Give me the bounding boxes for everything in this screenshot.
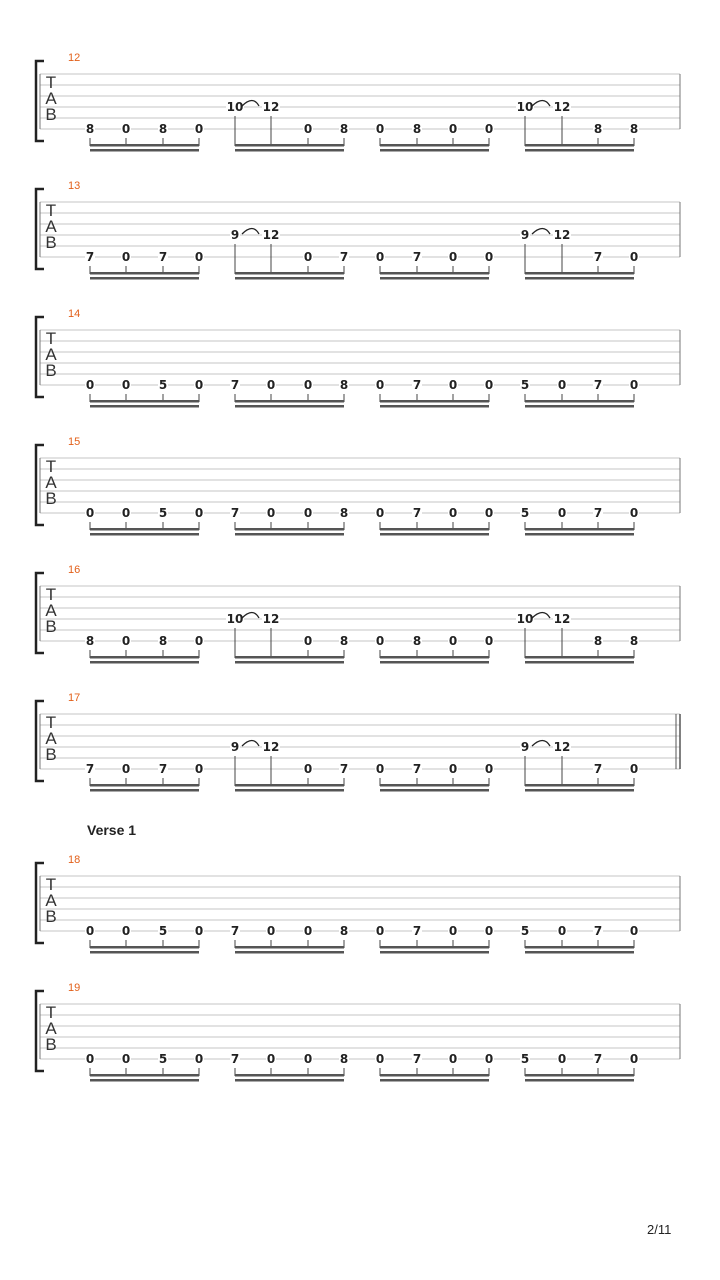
beam [380,405,489,408]
fret-number: 10 [516,612,534,626]
tab-clef-letter: B [45,617,57,636]
beam [525,784,634,787]
tab-clef-letter: A [45,601,57,620]
fret-number: 0 [375,122,385,136]
fret-number: 0 [121,250,131,264]
fret-number: 7 [339,250,349,264]
fret-number: 10 [226,100,244,114]
fret-number: 7 [593,250,603,264]
tab-clef-letter: B [45,233,57,252]
tab-clef-letter: B [45,907,57,926]
fret-number: 8 [339,506,349,520]
tab-clef-letter: A [45,345,57,364]
fret-number: 8 [339,378,349,392]
tab-clef-letter: A [45,89,57,108]
tie-slur-icon [532,229,550,235]
fret-number: 0 [194,924,204,938]
tab-system [0,854,720,966]
fret-number: 8 [593,122,603,136]
fret-number: 0 [375,634,385,648]
fret-number: 0 [484,924,494,938]
tab-clef-letter: A [45,1019,57,1038]
fret-number: 5 [520,506,530,520]
beam [525,1074,634,1077]
fret-number: 8 [412,122,422,136]
tab-staff [0,864,720,954]
fret-number: 0 [484,250,494,264]
beam [380,789,489,792]
fret-number: 0 [557,924,567,938]
beam [525,656,634,659]
fret-number: 0 [194,506,204,520]
fret-number: 7 [593,1052,603,1066]
measure-number: 13 [68,180,81,192]
fret-number: 12 [262,100,280,114]
beam [380,272,489,275]
fret-number: 0 [629,250,639,264]
beam [90,661,199,664]
beam [235,277,344,280]
beam [525,528,634,531]
tab-clef-letter: A [45,891,57,910]
fret-number: 0 [484,762,494,776]
fret-number: 0 [557,378,567,392]
fret-number: 7 [85,250,95,264]
tab-staff [0,190,720,280]
fret-number: 0 [303,506,313,520]
beam [235,144,344,147]
fret-number: 9 [520,740,530,754]
beam [235,405,344,408]
tab-clef-letter: B [45,361,57,380]
fret-number: 8 [339,1052,349,1066]
fret-number: 0 [121,122,131,136]
beam [235,789,344,792]
fret-number: 0 [629,1052,639,1066]
beam [235,272,344,275]
tab-clef-letter: T [45,457,57,476]
beam [380,144,489,147]
fret-number: 0 [266,378,276,392]
tab-staff [0,62,720,152]
tie-slur-icon [242,613,259,619]
fret-number: 7 [158,762,168,776]
beam [235,656,344,659]
beam [235,784,344,787]
fret-number: 0 [303,378,313,392]
fret-number: 0 [121,924,131,938]
fret-number: 0 [375,378,385,392]
beam [525,1079,634,1082]
fret-number: 12 [553,100,571,114]
fret-number: 0 [194,122,204,136]
beam [235,661,344,664]
beam [90,656,199,659]
fret-number: 0 [194,1052,204,1066]
page-number: 2/11 [647,1222,672,1237]
beam [525,400,634,403]
fret-number: 12 [262,740,280,754]
fret-number: 0 [448,1052,458,1066]
beam [525,272,634,275]
tab-staff [0,446,720,536]
fret-number: 0 [629,762,639,776]
section-label: Verse 1 [87,822,137,838]
fret-number: 0 [266,506,276,520]
tab-system [0,308,720,420]
fret-number: 8 [593,634,603,648]
beam [380,784,489,787]
fret-number: 10 [516,100,534,114]
fret-number: 0 [194,634,204,648]
fret-number: 0 [375,762,385,776]
fret-number: 5 [158,924,168,938]
fret-number: 7 [412,762,422,776]
fret-number: 0 [448,378,458,392]
tab-clef-letter: B [45,489,57,508]
tab-system [0,180,720,292]
fret-number: 0 [629,924,639,938]
tab-clef-letter: T [45,713,57,732]
tab-clef-letter: B [45,745,57,764]
fret-number: 5 [158,1052,168,1066]
beam [525,144,634,147]
beam [525,149,634,152]
fret-number: 0 [266,1052,276,1066]
fret-number: 0 [448,506,458,520]
fret-number: 5 [520,924,530,938]
tie-slur-icon [242,101,259,107]
fret-number: 8 [158,122,168,136]
beam [90,144,199,147]
measure-number: 19 [68,982,81,994]
beam [380,277,489,280]
fret-number: 0 [121,762,131,776]
fret-number: 0 [303,1052,313,1066]
fret-number: 7 [412,924,422,938]
fret-number: 0 [448,122,458,136]
fret-number: 7 [158,250,168,264]
fret-number: 7 [593,762,603,776]
fret-number: 7 [412,506,422,520]
measure-number: 16 [68,564,81,576]
fret-number: 0 [375,924,385,938]
beam [90,533,199,536]
fret-number: 8 [85,122,95,136]
beam [90,149,199,152]
fret-number: 0 [375,506,385,520]
fret-number: 0 [121,506,131,520]
tie-slur-icon [242,741,259,747]
fret-number: 0 [303,924,313,938]
fret-number: 0 [303,122,313,136]
fret-number: 0 [448,762,458,776]
tab-system [0,692,720,804]
fret-number: 0 [85,1052,95,1066]
beam [90,1074,199,1077]
beam [90,272,199,275]
fret-number: 12 [262,228,280,242]
fret-number: 7 [230,924,240,938]
beam [235,951,344,954]
fret-number: 8 [339,122,349,136]
tab-system [0,52,720,164]
tab-staff [0,992,720,1082]
fret-number: 7 [593,378,603,392]
beam [90,400,199,403]
tab-system [0,982,720,1094]
fret-number: 12 [262,612,280,626]
beam [525,533,634,536]
fret-number: 0 [194,250,204,264]
fret-number: 0 [629,378,639,392]
beam [380,1074,489,1077]
fret-number: 7 [230,506,240,520]
beam [90,946,199,949]
tab-system [0,564,720,676]
fret-number: 0 [194,378,204,392]
beam [525,661,634,664]
tab-clef-letter: T [45,329,57,348]
beam [235,1079,344,1082]
beam [235,1074,344,1077]
measure-number: 12 [68,52,81,64]
beam [90,784,199,787]
beam [90,951,199,954]
beam [235,149,344,152]
fret-number: 7 [593,924,603,938]
fret-number: 0 [484,634,494,648]
fret-number: 0 [303,762,313,776]
fret-number: 0 [557,506,567,520]
tab-clef-letter: A [45,217,57,236]
fret-number: 5 [520,1052,530,1066]
beam [525,405,634,408]
tab-staff [0,702,720,792]
fret-number: 12 [553,740,571,754]
beam [235,946,344,949]
tie-slur-icon [242,229,259,235]
beam [380,656,489,659]
tab-clef-letter: T [45,73,57,92]
beam [90,405,199,408]
fret-number: 0 [194,762,204,776]
tab-clef-letter: T [45,875,57,894]
fret-number: 0 [266,924,276,938]
tie-slur-icon [532,741,550,747]
tab-clef-letter: A [45,729,57,748]
fret-number: 9 [520,228,530,242]
tab-clef-letter: B [45,105,57,124]
tab-clef-letter: B [45,1035,57,1054]
fret-number: 5 [158,506,168,520]
fret-number: 7 [230,378,240,392]
fret-number: 5 [158,378,168,392]
beam [90,789,199,792]
fret-number: 8 [412,634,422,648]
fret-number: 0 [375,1052,385,1066]
tab-clef-letter: A [45,473,57,492]
fret-number: 8 [629,122,639,136]
tab-clef-letter: T [45,585,57,604]
fret-number: 0 [375,250,385,264]
tab-staff [0,318,720,408]
fret-number: 0 [121,378,131,392]
fret-number: 9 [230,228,240,242]
fret-number: 5 [520,378,530,392]
fret-number: 0 [121,1052,131,1066]
beam [380,528,489,531]
beam [380,533,489,536]
measure-number: 14 [68,308,81,320]
fret-number: 0 [557,1052,567,1066]
measure-number: 18 [68,854,81,866]
fret-number: 0 [85,506,95,520]
beam [380,661,489,664]
fret-number: 10 [226,612,244,626]
beam [235,528,344,531]
fret-number: 7 [412,250,422,264]
fret-number: 12 [553,228,571,242]
fret-number: 0 [484,378,494,392]
tab-system [0,436,720,548]
fret-number: 7 [593,506,603,520]
beam [90,277,199,280]
fret-number: 0 [448,924,458,938]
fret-number: 9 [230,740,240,754]
fret-number: 12 [553,612,571,626]
beam [235,400,344,403]
beam [380,149,489,152]
tie-slur-icon [532,613,550,619]
fret-number: 8 [339,634,349,648]
fret-number: 7 [85,762,95,776]
fret-number: 0 [448,634,458,648]
tab-staff [0,574,720,664]
fret-number: 7 [412,1052,422,1066]
fret-number: 8 [629,634,639,648]
fret-number: 0 [85,378,95,392]
beam [380,951,489,954]
beam [380,946,489,949]
beam [525,951,634,954]
beam [90,528,199,531]
beam [90,1079,199,1082]
fret-number: 0 [448,250,458,264]
fret-number: 0 [121,634,131,648]
fret-number: 0 [303,250,313,264]
beam [525,946,634,949]
fret-number: 8 [158,634,168,648]
fret-number: 0 [85,924,95,938]
beam [525,789,634,792]
fret-number: 8 [339,924,349,938]
measure-number: 17 [68,692,81,704]
fret-number: 0 [484,1052,494,1066]
fret-number: 0 [484,506,494,520]
fret-number: 7 [230,1052,240,1066]
measure-number: 15 [68,436,81,448]
beam [525,277,634,280]
fret-number: 0 [484,122,494,136]
beam [380,400,489,403]
fret-number: 7 [412,378,422,392]
fret-number: 8 [85,634,95,648]
fret-number: 0 [629,506,639,520]
beam [235,533,344,536]
fret-number: 7 [339,762,349,776]
tie-slur-icon [532,101,550,107]
tab-clef-letter: T [45,1003,57,1022]
beam [380,1079,489,1082]
fret-number: 0 [303,634,313,648]
tab-clef-letter: T [45,201,57,220]
